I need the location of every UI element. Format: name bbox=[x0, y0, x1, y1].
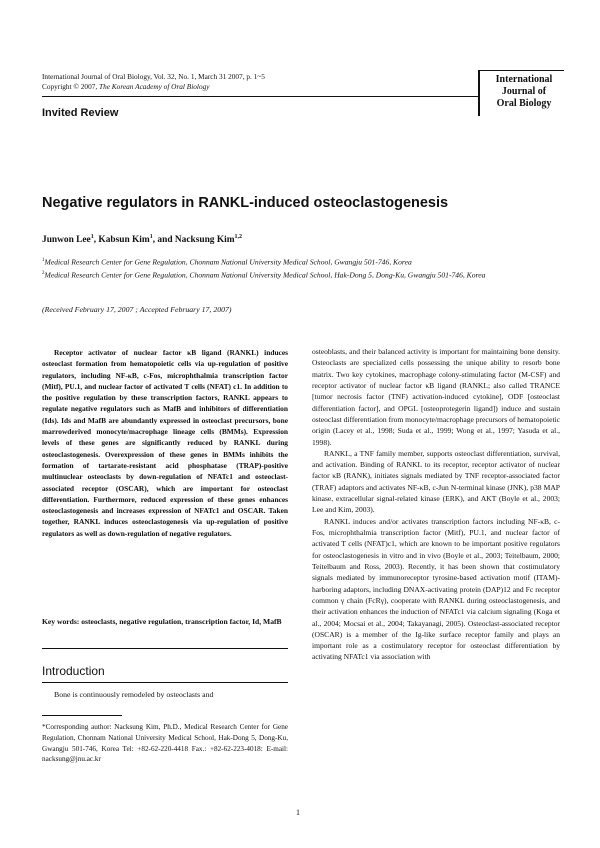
right-column-body bbox=[312, 346, 560, 663]
journal-citation bbox=[42, 72, 265, 91]
journal-name-line-3: Oral Biology bbox=[496, 98, 552, 109]
journal-box-top-rule bbox=[478, 70, 564, 71]
affiliation-sup: 1 bbox=[42, 258, 45, 263]
body-paragraph-2: RANKL, a TNF family member, supports osteoclast differentiation, survival, and activation. Binding of RANKL to its receptor, receptor activator of nuclear factor κB (RANK), initiates signals mediated by TNF receptor-associated factor (TRAF) adaptors and activates NF-κB, c-Jun N-terminal kinase (JNK), p38 MAP kinase, extracellular signal-related kinase (ERK), and AKT (Boyle et al., 2003; Lee and Kim, 2003). bbox=[312, 448, 560, 515]
keywords: Key words: osteoclasts, negative regulation, transcription factor, Id, MafB bbox=[42, 617, 282, 626]
author-sup: 1 bbox=[90, 234, 94, 240]
author-sup: 1 bbox=[149, 234, 153, 240]
author-name: and Nacksung Kim bbox=[157, 235, 235, 246]
intro-heading: Introduction bbox=[42, 664, 105, 678]
section-label: Invited Review bbox=[42, 107, 119, 119]
corresponding-author-footnote: *Corresponding author: Nacksung Kim, Ph.D., Medical Research Center for Gene Regulation, Chonnam National University Medical School, Hak-Dong 5, Dong-Ku, Gwangju 501-746, Korea Tel: +82-62-220-4418 Fax.: +82-62-223-4018: E-mail: nacksung@jnu.ac.kr bbox=[42, 723, 288, 764]
received-dates: (Received February 17, 2007 ; Accepted February 17, 2007) bbox=[42, 305, 232, 314]
copyright-prefix: Copyright © 2007, bbox=[42, 81, 100, 91]
affiliation-1 bbox=[42, 255, 562, 268]
copyright-org: The Korean Academy of Oral Biology bbox=[99, 81, 210, 91]
author-sup: 1,2 bbox=[234, 234, 243, 240]
journal-name-line-2: Journal of bbox=[501, 86, 547, 97]
affiliation-2 bbox=[42, 268, 562, 281]
copyright-line bbox=[42, 82, 265, 92]
body-paragraph-1: osteoblasts, and their balanced activity is important for maintaining bone density. Osteoclasts are specialized cells possessing the unique ability to resorb bone matrix. Two key cytokines, macrophage colony-stimulating factor (M-CSF) and receptor activator of nuclear factor κB ligand (RANKL; also called TRANCE [tumor necrosis factor (TNF) activation-induced cytokine], ODF [osteoclast differentiation factor], and OPGL [osteoprotegerin ligand]) induce and sustain osteoclast differentiation from monocyte/macrophage precursors of hematopoietic origin (Lacey et al., 1998; Suda et al., 1999; Wong et al., 1997; Yasuda et al., 1998). bbox=[312, 347, 560, 447]
page-number: 1 bbox=[296, 808, 300, 817]
author-list: Junwon Lee$^1$, Kabsun Kim$^1$, and Nacksung Kim$^{1,2}$ bbox=[42, 234, 243, 246]
paper-title: Negative regulators in RANKL-induced osteoclastogenesis bbox=[42, 195, 449, 211]
footnote-rule bbox=[42, 715, 122, 716]
journal-box-left-rule bbox=[478, 70, 480, 116]
body-paragraph-3: RANKL induces and/or activates transcription factors including NF-κB, c-Fos, microphthalmia transcription factor (Mitf), PU.1, and nuclear factor of activated T cells (NFAT)c1, which are known to be important positive regulators for osteoclastogenesis in vitro and in vivo (Boyle et al., 2003; Teitelbaum, 2000; Teitelbaum and Ross, 2003). Recently, it has been shown that costimulatory signals mediated by immunoreceptor tyrosine-based activation motif (ITAM)-harboring adaptors, including DNAX-activating protein (DAP)12 and Fc receptor common γ chain (FcRγ), cooperate with RANKL during osteoclastogenesis, and their activation enhances the induction of NFATc1 via calcium signaling (Koga et al., 2004; Mocsai et al., 2004; Takayanagi, 2005). Osteoclast-associated receptor (OSCAR) is a member of the Ig-like surface receptor family and plays an important role as a costimulatory receptor for osteoclast differentiation by activating NFATc1 via association with bbox=[312, 516, 560, 662]
abstract: Receptor activator of nuclear factor κB ligand (RANKL) induces osteoclast formation from hematopoietic cells via up-regulation of positive regulators, including NF-κB, c-Fos, microphthalmia transcription factor (Mitf), PU.1, and nuclear factor of activated T cells (NFAT) c1. In addition to the positive regulation by these transcription factors, RANKL appears to regulate negative regulators such as MafB and inhibitors of differentiation (Ids). Ids and MafB are abundantly expressed in osteoclast precursors, bone marrowderived monocyte/macrophage lineage cells (BMMs). Expression levels of these genes are significantly reduced by RANKL during osteoclastogenesis. Overexpression of these genes in BMMs inhibits the formation of tartarate-resistant acid phosphatase (TRAP)-positive multinuclear osteoclasts by down-regulation of NFATc1 and osteoclast-associated receptor (OSCAR), which are important for osteoclast differentiation. Furthermore, reduced expression of these genes enhances osteoclastogenesis and increases expression of NFATc1 and OSCAR. Taken together, RANKL induces osteoclastogenesis via up-regulation of positive regulators as well as down-regulation of negative regulators. bbox=[42, 348, 288, 538]
header-rule bbox=[42, 96, 478, 97]
journal-name-line-1: International bbox=[495, 74, 553, 85]
author-name: Kabsun Kim bbox=[98, 235, 150, 246]
affiliations bbox=[42, 255, 562, 280]
journal-volume-line: International Journal of Oral Biology, Vol. 32, No. 1, March 31 2007, p. 1~5 bbox=[42, 72, 265, 81]
intro-paragraph: Bone is continuously remodeled by osteoclasts and bbox=[54, 690, 214, 699]
intro-rule-bottom bbox=[42, 682, 288, 683]
journal-name-box bbox=[484, 74, 564, 110]
author-name: Junwon Lee bbox=[42, 235, 91, 246]
affiliation-text: Medical Research Center for Gene Regulation, Chonnam National University Medical School, Gwangju 501-746, Korea bbox=[44, 257, 412, 267]
affiliation-text: Medical Research Center for Gene Regulation, Chonnam National University Medical School, Hak-Dong 5, Dong-Ku, Gwangju 501-746, Korea bbox=[44, 270, 486, 280]
intro-rule-top bbox=[42, 648, 288, 649]
affiliation-sup: 2 bbox=[42, 270, 45, 276]
